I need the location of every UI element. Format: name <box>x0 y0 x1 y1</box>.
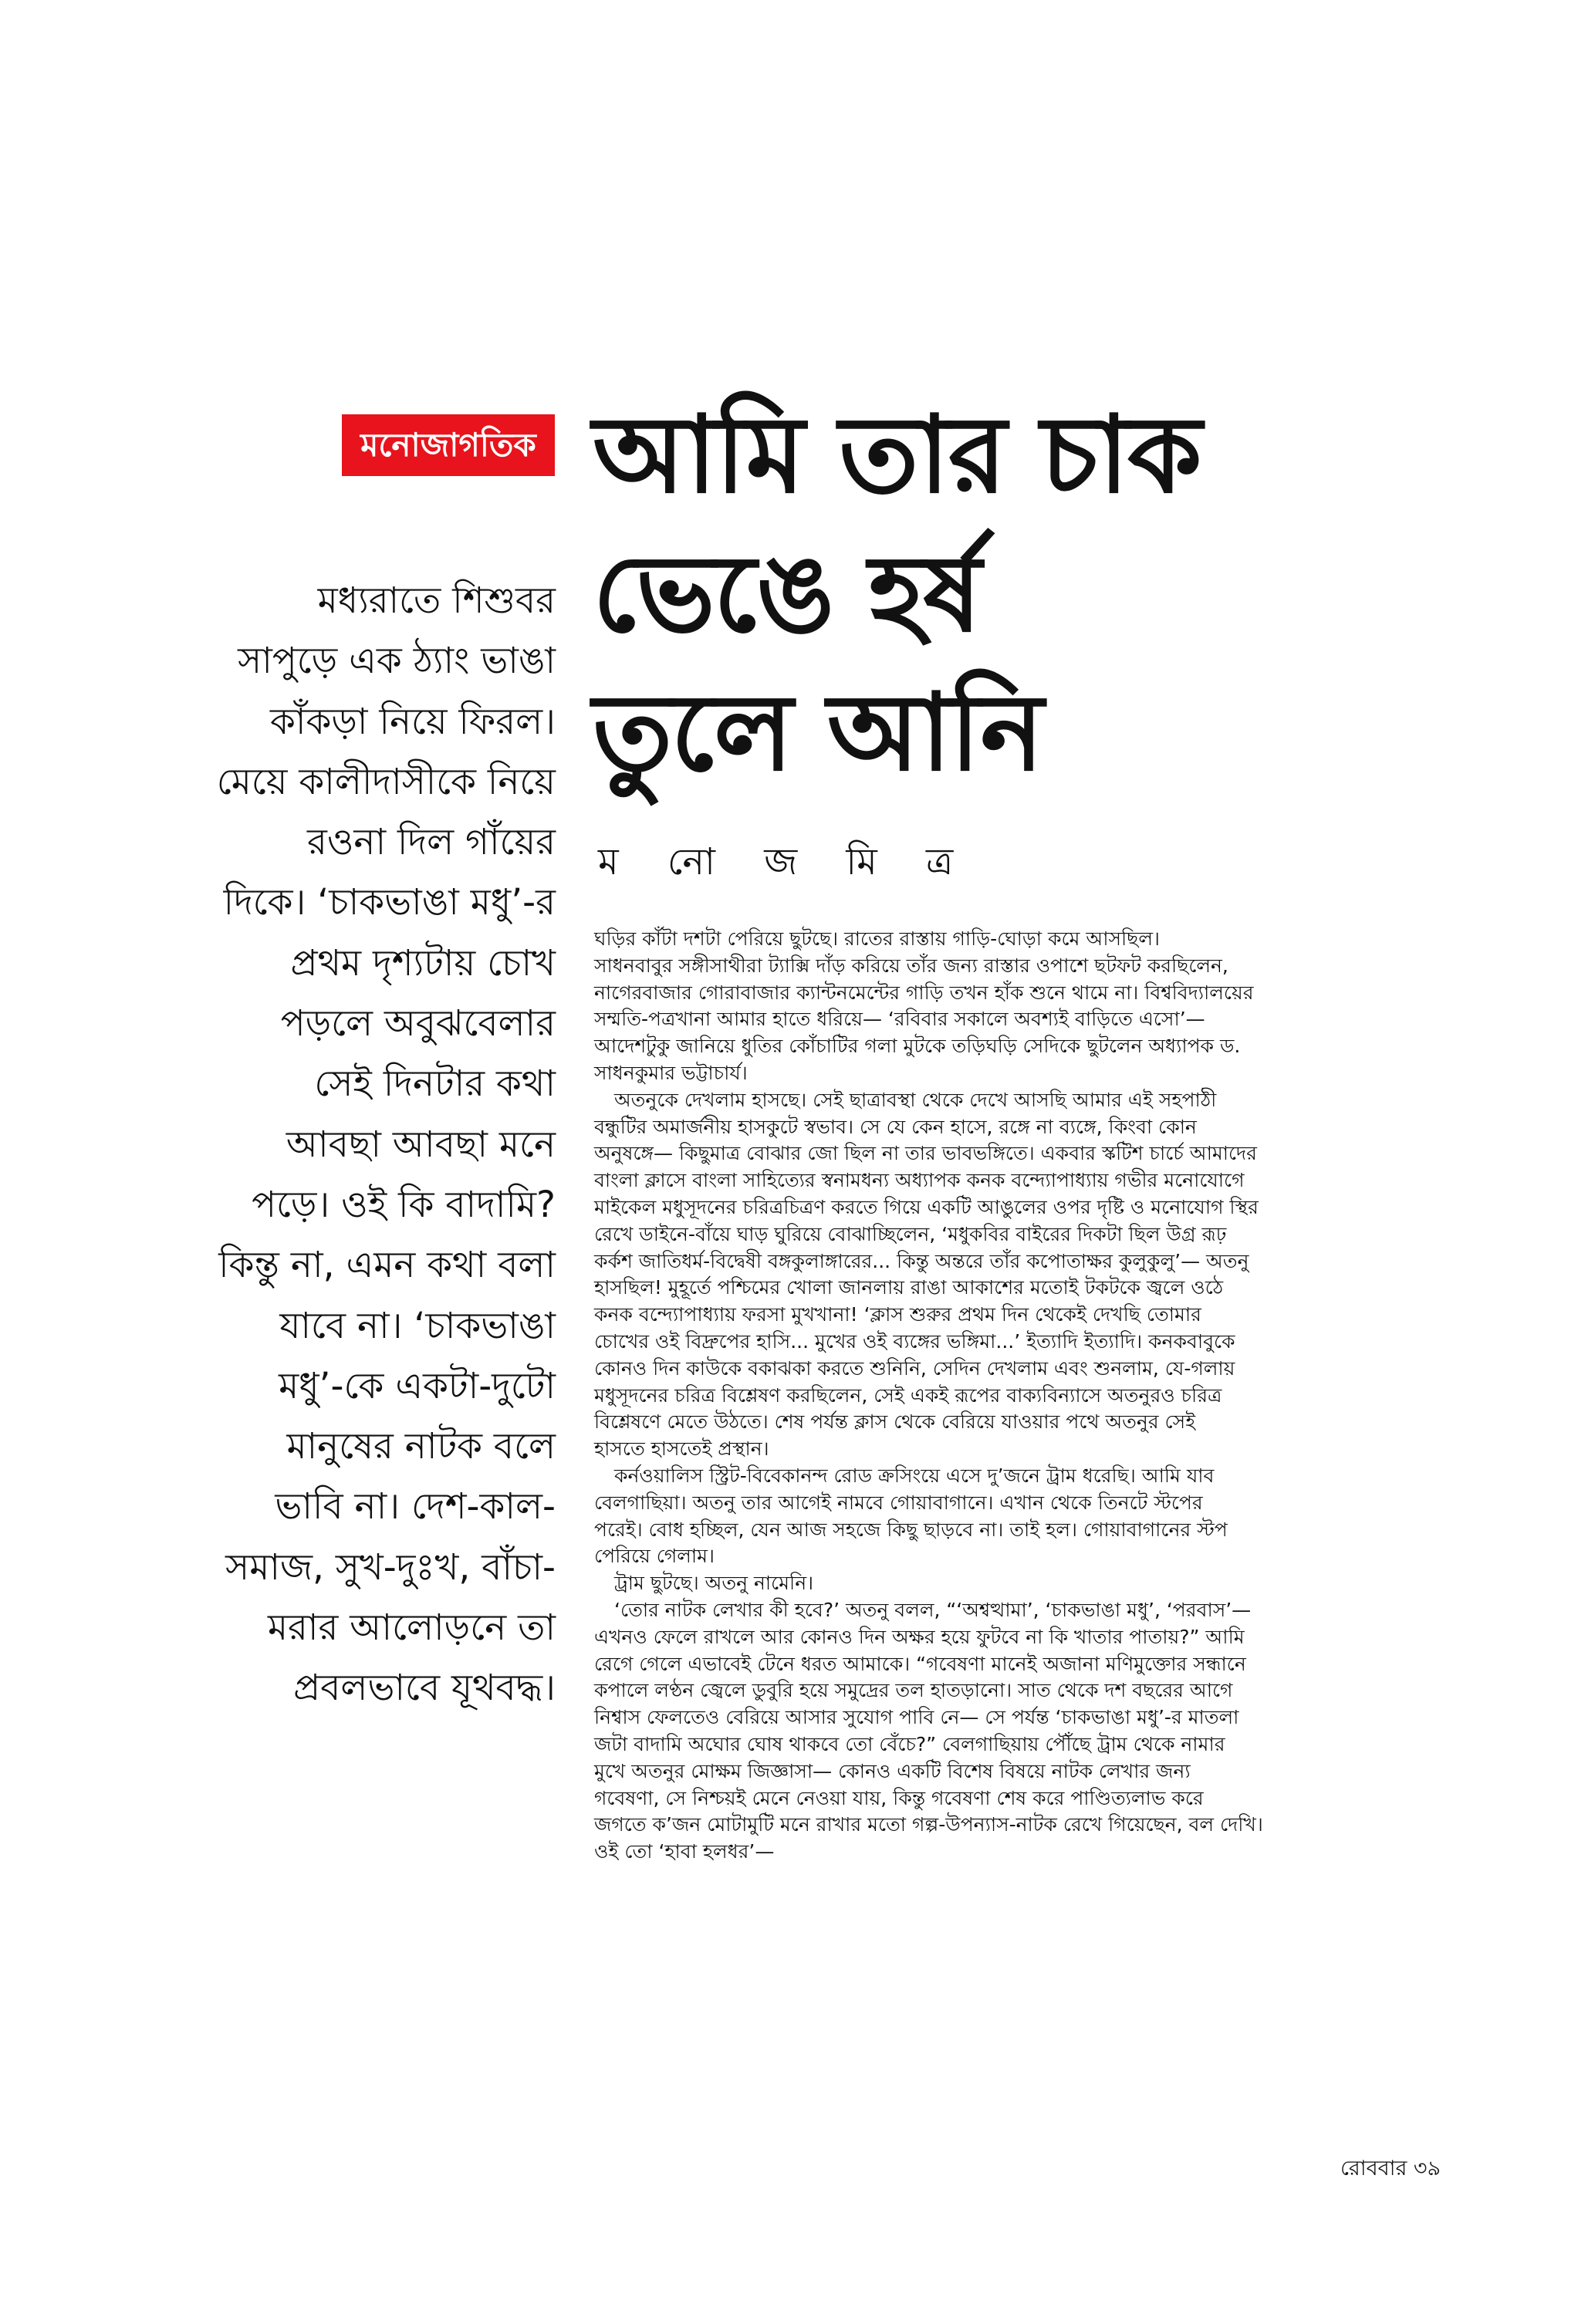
pull-quote-line: দিকে। ‘চাকভাঙা মধু’-র <box>223 881 556 924</box>
body-line: সম্মতি-পত্রখানা আমার হাতে ধরিয়ে— ‘রবিবার সকালে অবশ্যই বাড়িতে এসো’— <box>594 1008 1205 1031</box>
body-line: ওই তো ‘হাবা হলধর’— <box>594 1840 775 1863</box>
pull-quote-line: রওনা দিল গাঁয়ের <box>306 821 556 864</box>
body-line: হাসছিল! মুহূর্তে পশ্চিমের খোলা জানলায় রাঙা আকাশের মতোই টকটকে জ্বলে ওঠে <box>594 1276 1224 1299</box>
body-line: মাইকেল মধুসূদনের চরিত্রচিত্রণ করতে গিয়ে একটি আঙুলের ওপর দৃষ্টি ও মনোযোগ স্থির <box>594 1195 1259 1218</box>
body-line: বেলগাছিয়া। অতনু তার আগেই নামবে গোয়াবাগানে। এখান থেকে তিনটে স্টপের <box>594 1491 1203 1514</box>
pull-quote <box>154 571 556 1719</box>
body-line: নিশ্বাস ফেলতেও বেরিয়ে আসার সুযোগ পাবি নে— সে পর্যন্ত ‘চাকভাঙা মধু’-র মাতলা <box>594 1706 1239 1729</box>
body-line: গবেষণা, সে নিশ্চয়ই মেনে নেওয়া যায়, কিন্তু গবেষণা শেষ করে পাণ্ডিত্যলাভ করে <box>594 1786 1204 1809</box>
pull-quote-line: মরার আলোড়নে তা <box>267 1606 556 1650</box>
headline-line: আমি তার চাক <box>593 393 1201 517</box>
body-line: কনক বন্দ্যোপাধ্যায় ফরসা মুখখানা! ‘ক্লাস শুরুর প্রথম দিন থেকেই দেখছি তোমার <box>594 1303 1201 1326</box>
body-line: জটা বাদামি অঘোর ঘোষ থাকবে তো বেঁচে?” বেলগাছিয়ায় পৌঁছে ট্রাম থেকে নামার <box>594 1732 1225 1755</box>
body-line: এখনও ফেলে রাখলে আর কোনও দিন অক্ষর হয়ে ফুটবে না কি খাতার পাতায়?” আমি <box>594 1625 1245 1648</box>
body-line: পরেই। বোধ হচ্ছিল, যেন আজ সহজে কিছু ছাড়বে না। তাই হল। গোয়াবাগানের স্টপ <box>594 1518 1228 1541</box>
body-line: নাগেরবাজার গোরাবাজার ক্যান্টনমেন্টের গাড়ি তখন হাঁক শুনে থামে না। বিশ্ববিদ্যালয়ের <box>594 981 1254 1004</box>
body-line: অতনুকে দেখলাম হাসছে। সেই ছাত্রাবস্থা থেকে দেখে আসছি আমার এই সহপাঠী <box>614 1088 1217 1111</box>
body-line: জগতে ক’জন মোটামুটি মনে রাখার মতো গল্প-উপন্যাস-নাটক রেখে গিয়েছেন, বল দেখি। <box>594 1813 1263 1836</box>
body-line: কপালে লণ্ঠন জ্বেলে ডুবুরি হয়ে সমুদ্রের তল হাতড়ানো। সাত থেকে দশ বছরের আগে <box>594 1679 1233 1702</box>
body-line: ‘তোর নাটক লেখার কী হবে?’ অতনু বলল, “‘অশ্বত্থামা’, ‘চাকভাঙা মধু’, ‘পরবাস’— <box>614 1598 1252 1621</box>
pull-quote-line: যাবে না। ‘চাকভাঙা <box>279 1304 556 1347</box>
pull-quote-line: সাপুড়ে এক ঠ্যাং ভাঙা <box>238 640 556 683</box>
headline-line: ভেঙে হর্ষ <box>593 532 981 656</box>
body-line: অনুষঙ্গে— কিছুমাত্র বোঝার জো ছিল না তার ভাবভঙ্গিতে। একবার স্কটিশ চার্চে আমাদের <box>594 1142 1257 1165</box>
pull-quote-line: ভাবি না। দেশ-কাল- <box>275 1485 556 1529</box>
body-line: হাসতে হাসতেই প্রস্থান। <box>594 1437 769 1461</box>
pull-quote-line: পড়ে। ওই কি বাদামি? <box>252 1183 556 1226</box>
body-line: পেরিয়ে গেলাম। <box>594 1545 715 1568</box>
body-line: চোখের ওই বিদ্রুপের হাসি... মুখের ওই ব্যঙ্গের ভঙ্গিমা...’ ইত্যাদি ইত্যাদি। কনকবাবুকে <box>594 1329 1235 1353</box>
body-line: মধুসূদনের চরিত্র বিশ্লেষণ করছিলেন, সেই একই রূপের বাক্যবিন্যাসে অতনুরও চরিত্র <box>594 1383 1222 1407</box>
body-line: কোনও দিন কাউকে বকাঝকা করতে শুনিনি, সেদিন দেখলাম এবং শুনলাম, যে-গলায় <box>594 1356 1235 1380</box>
pull-quote-line: কিন্তু না, এমন কথা বলা <box>218 1244 556 1287</box>
body-line: আদেশটুকু জানিয়ে ধুতির কোঁচাটির গলা মুটকে তড়িঘড়ি সেদিকে ছুটলেন অধ্যাপক ড. <box>594 1035 1241 1058</box>
pull-quote-line: সমাজ, সুখ-দুঃখ, বাঁচা- <box>225 1545 556 1589</box>
pull-quote-line: প্রথম দৃশ্যটায় চোখ <box>290 941 556 985</box>
category-badge: মনোজাগতিক <box>342 414 555 476</box>
pull-quote-line: সেই দিনটার কথা <box>314 1062 556 1106</box>
pull-quote-line: মেয়ে কালীদাসীকে নিয়ে <box>216 760 556 803</box>
headline-line: তুলে আনি <box>593 671 1042 795</box>
pull-quote-line: মানুষের নাটক বলে <box>286 1425 556 1468</box>
pull-quote-line: পড়লে অবুঝবেলার <box>280 1002 556 1045</box>
pull-quote-line: প্রবলভাবে যূথবদ্ধ। <box>293 1667 556 1710</box>
body-line: বাংলা ক্লাসে বাংলা সাহিত্যের স্বনামধন্য অধ্যাপক কনক বন্দ্যোপাধ্যায় গভীর মনোযোগে <box>594 1169 1245 1192</box>
body-line: কর্নওয়ালিস স্ট্রিট-বিবেকানন্দ রোড ক্রসিংয়ে এসে দু’জনে ট্রাম ধরেছি। আমি যাব <box>614 1464 1215 1487</box>
body-line: সাধনবাবুর সঙ্গীসাথীরা ট্যাক্সি দাঁড় করিয়ে তাঁর জন্য রাস্তার ওপাশে ছটফট করছিলেন, <box>594 954 1228 977</box>
body-line: রেখে ডাইনে-বাঁয়ে ঘাড় ঘুরিয়ে বোঝাচ্ছিলেন, ‘মধুকবির বাইরের দিকটা ছিল উগ্র রূঢ় <box>594 1222 1227 1245</box>
body-line: ঘড়ির কাঁটা দশটা পেরিয়ে ছুটছে। রাতের রাস্তায় গাড়ি-ঘোড়া কমে আসছিল। <box>594 927 1160 950</box>
body-line: মুখে অতনুর মোক্ষম জিজ্ঞাসা— কোনও একটি বিশেষ বিষয়ে নাটক লেখার জন্য <box>594 1759 1191 1782</box>
pull-quote-line: আবছা আবছা মনে <box>286 1123 556 1166</box>
body-line: ট্রাম ছুটছে। অতনু নামেনি। <box>614 1572 814 1595</box>
pull-quote-line: মধু’-কে একটা-দুটো <box>279 1364 556 1407</box>
page-folio: রোববার ৩৯ <box>1340 2157 1441 2180</box>
body-line: সাধনকুমার ভট্টাচার্য। <box>594 1061 748 1084</box>
body-line: বিশ্লেষণে মেতে উঠতে। শেষ পর্যন্ত ক্লাস থেকে বেরিয়ে যাওয়ার পথে অতনুর সেই <box>594 1410 1196 1434</box>
pull-quote-line: মধ্যরাতে শিশুবর <box>317 579 556 622</box>
pull-quote-line: কাঁকড়া নিয়ে ফিরল। <box>269 700 556 743</box>
body-line: বন্ধুটির অমার্জনীয় হাসকুটে স্বভাব। সে যে কেন হাসে, রঙ্গে না ব্যঙ্গে, কিংবা কোন <box>594 1115 1197 1138</box>
headline <box>593 386 1519 802</box>
author-byline: ম নো জ মি ত্র <box>598 840 972 883</box>
body-line: রেগে গেলে এভাবেই টেনে ধরত আমাকে। “গবেষণা মানেই অজানা মণিমুক্তোর সন্ধানে <box>594 1652 1246 1675</box>
article-body <box>594 926 1435 1866</box>
body-line: কর্কশ জাতিধর্ম-বিদ্বেষী বঙ্গকুলাঙ্গারের... কিন্তু অন্তরে তাঁর কপোতাক্ষর কুলুকুলু’— অতনু <box>594 1249 1249 1272</box>
